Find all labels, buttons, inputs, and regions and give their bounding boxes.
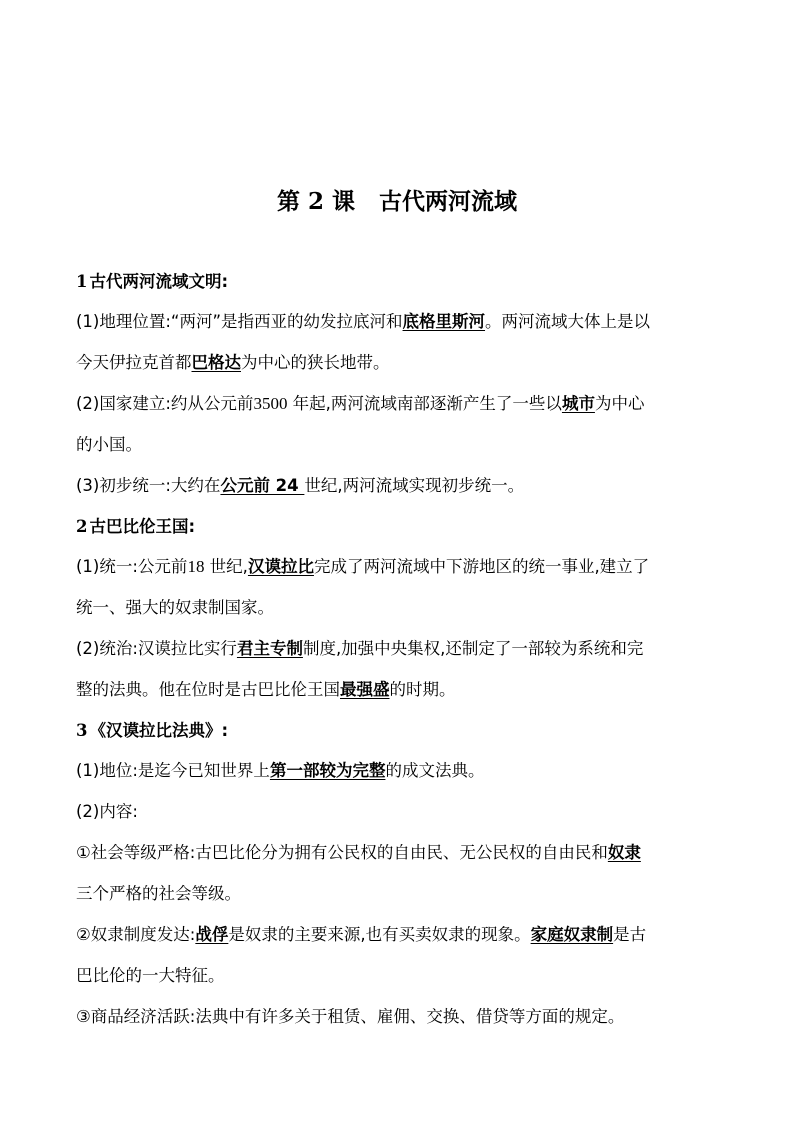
paragraph-line: 统一、强大的奴隶制国家。 xyxy=(76,598,274,617)
key-term: 战俘 xyxy=(195,925,229,944)
paragraph-line: 今天伊拉克首都巴格达为中心的狭长地带。 xyxy=(76,353,390,372)
paragraph-line: (2)统治:汉谟拉比实行君主专制制度,加强中央集权,还制定了一部较为系统和完 xyxy=(76,639,644,658)
paragraph-line: ③商品经济活跃:法典中有许多关于租赁、雇佣、交换、借贷等方面的规定。 xyxy=(76,1007,625,1026)
section-heading-2: 2 古巴比伦王国: xyxy=(76,517,196,536)
paragraph-line: 三个严格的社会等级。 xyxy=(76,884,241,903)
key-term: 最强盛 xyxy=(340,680,390,699)
section-heading-1: 1 古代两河流域文明: xyxy=(76,272,229,291)
key-term: 第一部较为完整 xyxy=(269,761,386,780)
lesson-title xyxy=(0,186,794,218)
paragraph-line: (1)地理位置:“两河”是指西亚的幼发拉底河和底格里斯河。两河流域大体上是以 xyxy=(76,312,651,331)
document-body xyxy=(76,272,726,1048)
paragraph-line: (2)内容: xyxy=(76,802,138,821)
paragraph-line: (3)初步统一:大约在公元前 24 世纪,两河流域实现初步统一。 xyxy=(76,476,525,495)
paragraph-line: ②奴隶制度发达:战俘是奴隶的主要来源,也有买卖奴隶的现象。家庭奴隶制是古 xyxy=(76,925,647,944)
key-term: 奴隶 xyxy=(607,843,641,862)
paragraph-line: ①社会等级严格:古巴比伦分为拥有公民权的自由民、无公民权的自由民和奴隶 xyxy=(76,843,641,862)
lesson-number: 第 2 课 xyxy=(276,188,356,215)
key-term: 公元前 24 xyxy=(220,476,305,495)
key-term: 汉谟拉比 xyxy=(247,557,314,576)
paragraph-line: (1)地位:是迄今已知世界上第一部较为完整的成文法典。 xyxy=(76,761,485,780)
paragraph-line: (1)统一:公元前18 世纪,汉谟拉比完成了两河流域中下游地区的统一事业,建立了 xyxy=(76,557,650,576)
key-term: 城市 xyxy=(561,394,595,413)
key-term: 巴格达 xyxy=(191,353,241,372)
paragraph-line: 整的法典。他在位时是古巴比伦王国最强盛的时期。 xyxy=(76,680,456,699)
key-term: 君主专制 xyxy=(236,639,303,658)
key-term: 家庭奴隶制 xyxy=(530,925,614,944)
paragraph-line: (2)国家建立:约从公元前3500 年起,两河流域南部逐渐产生了一些以城市为中心 xyxy=(76,394,645,413)
paragraph-line: 的小国。 xyxy=(76,435,142,454)
key-term: 底格里斯河 xyxy=(402,312,486,331)
lesson-name: 古代两河流域 xyxy=(379,188,518,215)
paragraph-line: 巴比伦的一大特征。 xyxy=(76,966,225,985)
section-heading-3: 3 《汉谟拉比法典》: xyxy=(76,721,229,740)
